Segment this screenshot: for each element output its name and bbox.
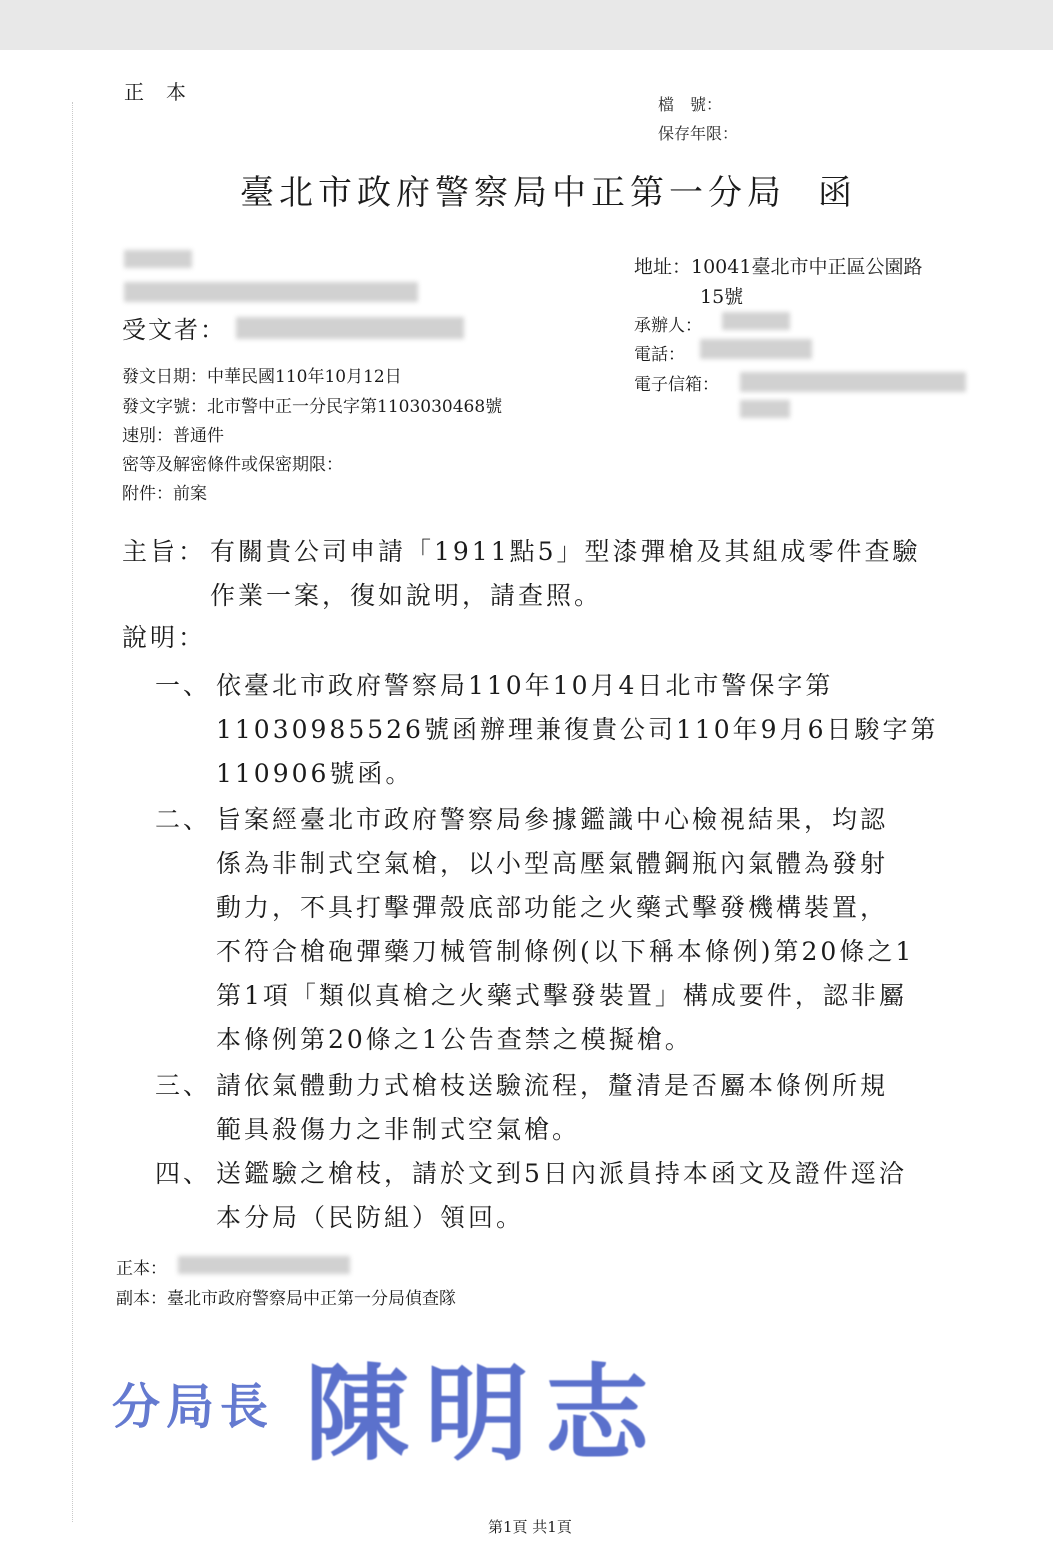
signature-title-stamp: 分局長 xyxy=(112,1379,275,1435)
item-1-line-1: 依臺北市政府警察局110年10月4日北市警保字第 xyxy=(216,671,834,700)
item-4-number: 四、 xyxy=(155,1159,212,1188)
item-3-number: 三、 xyxy=(155,1071,212,1100)
phone-label: 電話： xyxy=(634,345,685,365)
redacted-postal-code xyxy=(124,250,192,268)
redacted-handler-name xyxy=(722,312,790,330)
redacted-email xyxy=(740,372,966,392)
copy-recipients: 副本：臺北市政府警察局中正第一分局偵查隊 xyxy=(116,1289,456,1309)
attachment: 附件：前案 xyxy=(122,484,207,504)
document-title: 臺北市政府警察局中正第一分局 xyxy=(240,173,786,213)
subject-line-1: 有關貴公司申請「1911點5」型漆彈槍及其組成零件查驗 xyxy=(210,537,921,566)
item-2-line-2: 係為非制式空氣槍，以小型高壓氣體鋼瓶內氣體為發射 xyxy=(216,849,889,878)
redacted-email-continuation xyxy=(740,400,790,418)
item-2-number: 二、 xyxy=(155,805,212,834)
redacted-original-recipients xyxy=(178,1256,350,1274)
delivery-speed: 速別：普通件 xyxy=(122,426,224,446)
recipient-label: 受文者： xyxy=(122,316,226,344)
item-2-line-6: 本條例第20條之1公告查禁之模擬槍。 xyxy=(216,1025,693,1054)
signature-name-stamp: 陳明志 xyxy=(305,1353,666,1475)
page-number: 第1頁 共1頁 xyxy=(488,1518,572,1536)
issue-number: 發文字號：北市警中正一分民字第1103030468號 xyxy=(122,397,503,417)
item-3-line-1: 請依氣體動力式槍枝送驗流程，釐清是否屬本條例所規 xyxy=(216,1071,889,1100)
explanation-label: 說明： xyxy=(122,623,207,652)
handler-label: 承辦人： xyxy=(634,316,702,336)
redacted-recipient-address xyxy=(124,282,418,302)
copy-type: 正本 xyxy=(124,80,208,104)
document-page xyxy=(0,50,1053,1554)
office-address-line1: 地址：10041臺北市中正區公園路 xyxy=(634,256,923,278)
item-2-line-5: 第1項「類似真槍之火藥式擊發裝置」構成要件，認非屬 xyxy=(216,981,907,1010)
document-type: 函 xyxy=(818,173,852,213)
item-2-line-4: 不符合槍砲彈藥刀械管制條例(以下稱本條例)第20條之1 xyxy=(216,937,915,966)
retention-period-label: 保存年限： xyxy=(658,124,739,143)
file-number-label: 檔 號： xyxy=(658,95,723,114)
security-level: 密等及解密條件或保密期限： xyxy=(122,455,343,475)
item-1-line-2: 11030985526號函辦理兼復貴公司110年9月6日駿字第 xyxy=(216,715,939,744)
binding-margin-line xyxy=(72,102,73,1522)
item-1-line-3: 110906號函。 xyxy=(216,759,414,788)
item-4-line-1: 送鑑驗之槍枝，請於文到5日內派員持本函文及證件逕洽 xyxy=(216,1159,907,1188)
subject-line-2: 作業一案，復如說明，請查照。 xyxy=(210,581,603,610)
item-2-line-1: 旨案經臺北市政府警察局參據鑑識中心檢視結果，均認 xyxy=(216,805,889,834)
issue-date: 發文日期：中華民國110年10月12日 xyxy=(122,367,402,387)
item-3-line-2: 範具殺傷力之非制式空氣槍。 xyxy=(216,1115,581,1144)
item-4-line-2: 本分局（民防組）領回。 xyxy=(216,1203,525,1232)
office-address-line2: 15號 xyxy=(700,286,744,308)
original-recipients-label: 正本： xyxy=(116,1259,167,1279)
redacted-recipient-name xyxy=(236,317,464,339)
item-1-number: 一、 xyxy=(155,671,212,700)
redacted-phone-number xyxy=(700,339,812,359)
item-2-line-3: 動力，不具打擊彈殼底部功能之火藥式擊發機構裝置， xyxy=(216,893,889,922)
subject-label: 主旨： xyxy=(122,537,207,566)
email-label: 電子信箱： xyxy=(634,375,719,395)
